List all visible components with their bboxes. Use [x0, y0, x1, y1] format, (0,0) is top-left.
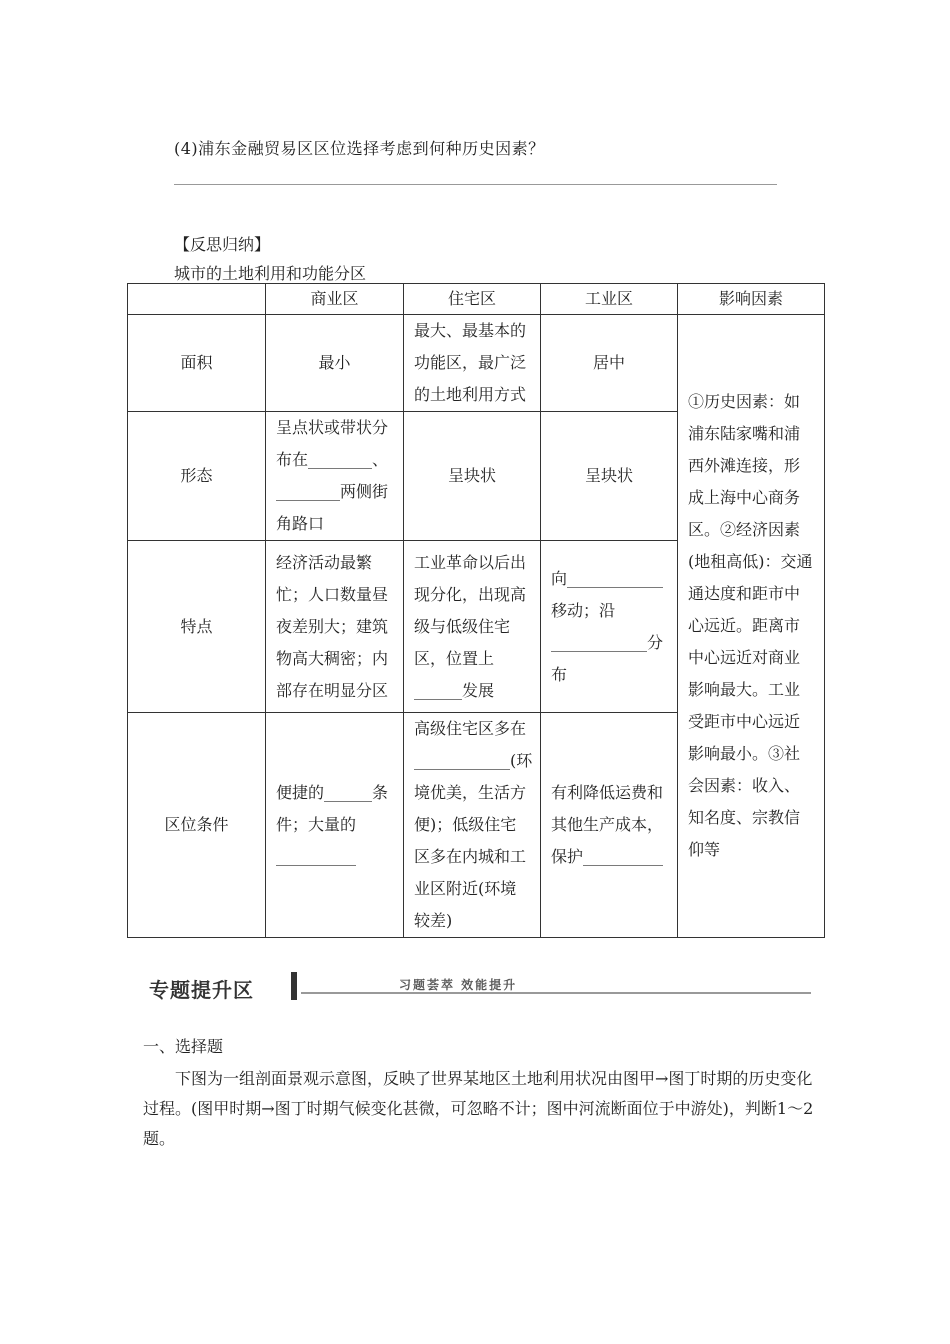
table-cell: 居中: [541, 315, 678, 412]
section-banner: [143, 970, 811, 1006]
paragraph-text: 下图为一组剖面景观示意图，反映了世界某地区土地利用状况由图甲→图丁时期的历史变化过程。(图甲时期→图丁时期气候变化甚微，可忽略不计；图中河流断面位于中游处)，判断1～2题。: [143, 1069, 814, 1148]
row-label: 特点: [128, 541, 266, 713]
question-4: (4)浦东金融贸易区区位选择考虑到何种历史因素？: [174, 139, 545, 158]
reflect-heading: 【反思归纳】: [174, 235, 271, 254]
banner-title: 专题提升区: [149, 978, 254, 1002]
table-header-row: [128, 284, 825, 315]
banner-divider: [291, 972, 297, 1000]
banner-subtitle: 习题荟萃 效能提升: [399, 978, 518, 992]
header-cell: [128, 284, 266, 315]
table-cell: 经济活动最繁忙；人口数量昼夜差别大；建筑物高大稠密；内部存在明显分区: [266, 541, 404, 713]
table-cell: 有利降低运费和其他生产成本，保护__________: [541, 713, 678, 938]
table-cell: 高级住宅区多在____________(环境优美，生活方便)；低级住宅区多在内城和工业区附近(环境较差): [404, 713, 541, 938]
section-title: 一、选择题: [143, 1037, 224, 1056]
table-cell: 呈块状: [541, 412, 678, 541]
table-cell: 向____________移动；沿____________分布: [541, 541, 678, 713]
table-cell: 最大、最基本的功能区，最广泛的土地利用方式: [404, 315, 541, 412]
header-cell: 工业区: [541, 284, 678, 315]
table-caption: 城市的土地利用和功能分区: [174, 264, 367, 283]
header-cell: 影响因素: [678, 284, 825, 315]
header-cell: 商业区: [266, 284, 404, 315]
table-row: [128, 315, 825, 412]
row-label: 面积: [128, 315, 266, 412]
table-cell: 便捷的______条件；大量的__________: [266, 713, 404, 938]
table-cell: 最小: [266, 315, 404, 412]
table-cell: 呈点状或带状分布在________、________两侧街角路口: [266, 412, 404, 541]
header-cell: 住宅区: [404, 284, 541, 315]
land-use-table: [127, 283, 825, 938]
table-cell: 工业革命以后出现分化，出现高级与低级住宅区，位置上______发展: [404, 541, 541, 713]
answer-line: [174, 184, 777, 185]
row-label: 区位条件: [128, 713, 266, 938]
factors-cell: ①历史因素：如浦东陆家嘴和浦西外滩连接，形成上海中心商务区。②经济因素(地租高低)：交通通达度和距市中心远近。距离市中心远近对商业影响最大。工业受距市中心远近影响最小。③社会因素：收入、知名度、宗教信仰等: [678, 315, 825, 938]
banner-rule: [301, 992, 811, 994]
table-cell: 呈块状: [404, 412, 541, 541]
row-label: 形态: [128, 412, 266, 541]
question-paragraph: [143, 1064, 815, 1154]
